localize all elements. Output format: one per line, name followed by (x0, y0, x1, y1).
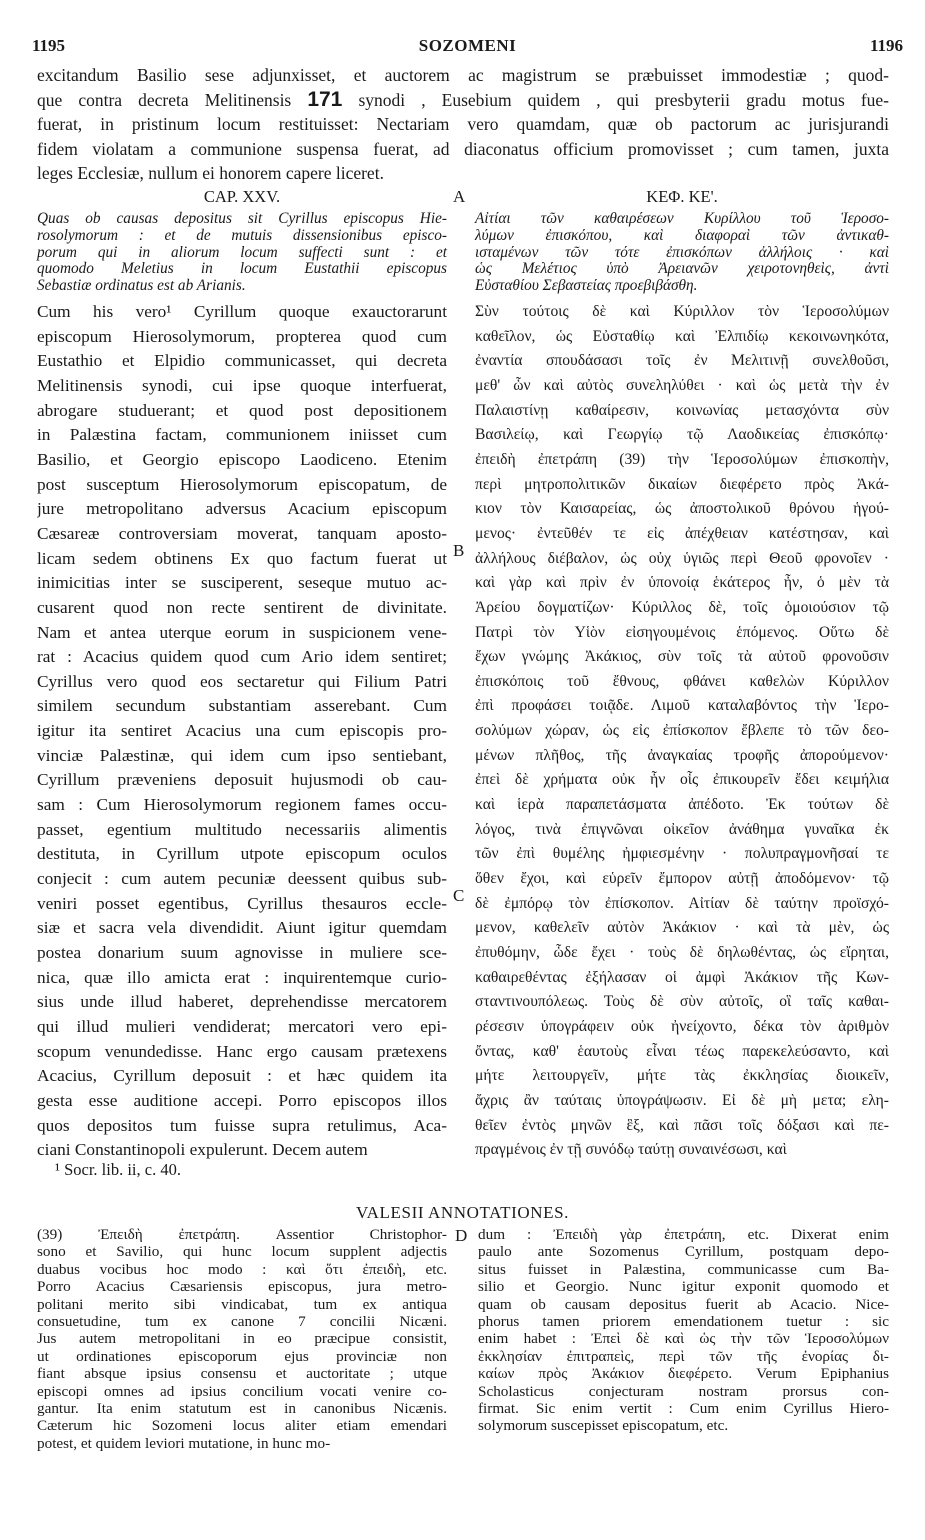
text-line: sam : Cum Hierosolymorum regionem fames occu- (37, 795, 447, 815)
right-page-number: 1196 (869, 36, 903, 55)
latin-text (37, 300, 447, 1163)
text-line: veniri posset egentibus, Cyrillus thesauros eccle- (37, 893, 447, 913)
text-line: postea donarium suum agnovisse in muliere sce- (37, 943, 447, 963)
annotations-right-column (478, 1226, 889, 1435)
annotation-line: Jus autem metropolitani in eo præcipue consistit, (37, 1330, 447, 1348)
annotation-line: solymorum suscepisset episcopatum, etc. (478, 1417, 729, 1435)
margin-marker-a: A (453, 187, 466, 206)
text-line: episcopum Hierosolymorum, propterea quod cum (37, 326, 447, 346)
text-line: Basilio, et Georgio episcopo Laodiceno. Etenim (37, 449, 447, 469)
text-line: vinciæ Palæstinæ, qui idem cum ipso sentiebant, (37, 745, 447, 765)
annotation-line: paulo ante Sozomenus Cyrillum, postquam depo- (478, 1243, 889, 1261)
text-line: Cum his vero¹ Cyrillum quoque exauctorarunt (37, 301, 447, 321)
greek-text (475, 300, 889, 1163)
latin-column (37, 186, 447, 1163)
text-line: ρέσεσιν ὑπογράφειν οὐκ ἠνείχοντο, δέκα τὸν ἀριθμὸν (475, 1018, 889, 1036)
annotations-title: VALESII ANNOTATIONES. (355, 1203, 570, 1222)
text-line: licam sedem obtinens Ex quo factum fuerat ut (37, 548, 447, 568)
text-line: πραγμένοις ἐν τῇ συνόδῳ ταύτῃ συναινέσωσι, καὶ (475, 1141, 787, 1159)
margin-marker-c: C (453, 886, 465, 905)
text-line: Cæsareæ controversiam moverat, tanquam aposto- (37, 523, 447, 543)
text-line: abrogare studuerant; et quod post depositionem (37, 400, 447, 420)
annotation-line: dum : Ἐπειδὴ γὰρ ἐπετράπη, etc. Dixerat enim (478, 1226, 889, 1243)
text-line: ἀλλήλους διέβαλον, ὡς οὐχ ὑγιῶς περὶ Θεοῦ φρονοῖεν · (475, 549, 889, 567)
intro-line: fuerat, in pristinum locum restituisset: Nectariam vero quamdam, quæ ob pactorum ac jurisjurandi (37, 114, 889, 135)
text-line: Nam et antea uterque eorum in suspicionem vene- (37, 622, 447, 642)
text-line: conjecit : cum autem pecuniæ deessent quibus sub- (37, 869, 447, 889)
intro-line: excitandum Basilio sese adjunxisset, et auctorem ac magistrum se præbuisset immodestiæ ; quod- (37, 65, 889, 85)
text-line: destituta, in Cyrillum utpote episcopum oculos (37, 844, 447, 864)
text-line: gesta esse auditione accepi. Porro episcopos illos (37, 1090, 447, 1110)
greek-chapter-heading: ΚΕΦ. ΚΕ'. (646, 187, 718, 206)
annotation-line: ut ordinationes episcoporum ejus provinciæ non (37, 1347, 447, 1365)
text-line: Πατρὶ τὸν Υἱὸν εἰσηγουμένοις ἑπόμενος. Οὕτω δὲ (475, 623, 889, 641)
greek-chapter-summary (475, 211, 889, 295)
annotation-line: firmat. Sic enim vertit : Cum enim Cyrillus Hiero- (478, 1400, 889, 1418)
text-line: Ἀρείου δογματίζων· Κύριλλος δὲ, τοῖς ὁμοιούσιον τῷ (475, 598, 889, 616)
text-line: jure metropolitano adversus Acacium episcopum (37, 499, 447, 519)
text-line: Βασιλείῳ, καὶ Γεωργίῳ τῷ Λαοδικείας ἐπισκόπῳ· (475, 426, 889, 444)
margin-marker-d: D (455, 1226, 468, 1245)
intro-line: fidem violatam a communione suspensa fuerat, ad diaconatus officium promovisset ; cum tamen, juxta (37, 138, 889, 159)
annotation-line: sono et Savilio, qui hunc locum supplent adjectis (37, 1243, 447, 1261)
text-line: scopum venundedisse. Hanc ergo causam prætexens (37, 1041, 447, 1061)
summary-line: porum qui in aliorum locum suffecti sunt : et (37, 243, 447, 261)
greek-column (475, 186, 889, 1163)
text-line: λόγος, τινὰ ἐπιγνῶναι οἰκεῖον ἀνάθημα γυναῖκα ἐκ (475, 820, 889, 838)
running-header (32, 36, 903, 58)
latin-chapter-heading: CAP. XXV. (203, 187, 281, 206)
summary-line: quomodo Meletius in locum Eustathii episcopus (37, 260, 447, 278)
latin-chapter-summary (37, 211, 447, 295)
text-line: ciani Constantinopoli expulerunt. Decem autem (37, 1140, 368, 1160)
text-line: κιον τὸν Καισαρείας, ὡς ἀποστολικοῦ θρόνου ἡγού- (475, 500, 889, 518)
text-line: rat : Acacius quidem quod cum Ario idem sentiret; (37, 647, 447, 667)
text-line: μενος· ἐντεῦθέν τε εἰς ἀπέχθειαν κατέστησαν, καὶ (475, 524, 889, 542)
annotation-line: potest, et quidem leviori mutatione, in hunc mo- (37, 1434, 331, 1452)
summary-line: Sebastiæ ordinatus est ab Arianis. (37, 277, 246, 295)
text-line: Cyrillus vero quod eos sectaretur qui Filium Patri (37, 671, 447, 691)
annotation-line: enim habet : Ἐπεὶ δὲ καὶ ὡς τὴν τῶν Ἱεροσολύμων (478, 1330, 889, 1348)
intro-line: leges Ecclesiæ, nullum ei honorem capere liceret. (37, 163, 384, 184)
text-line: similem secundum substantiam asserebant. Cum (37, 696, 447, 716)
summary-line: Quas ob causas depositus sit Cyrillus episcopus Hie- (37, 210, 447, 227)
text-line: Σὺν τούτοις δὲ καὶ Κύριλλον τὸν Ἱεροσολύμων (475, 302, 889, 320)
annotation-line: Cæterum hic Sozomeni locus aliter etiam emendari (37, 1417, 447, 1435)
text-line: μενον, καθελεῖν αὐτὸν Ἀκάκιον · καὶ τὰ μὲν, ὡς (475, 919, 889, 937)
text-line: ὅθεν ἔχοι, καὶ εὑρεῖν ἔμπορον αὐτῇ ἀποδόμενον· τῷ (475, 870, 889, 888)
annotation-line: situs fuisset in Palæstina, communicasse cum Ba- (478, 1260, 889, 1278)
text-line: μήτε λειτουργεῖν, μήτε τὰς ἐκκλησίας διοικεῖν, (475, 1067, 889, 1085)
text-line: ἐπυθόμην, ὧδε ἔχει · τοὺς δὲ δηλωθέντας, ὡς εἴρηται, (475, 944, 889, 962)
annotation-line: Porro Acacius Cæsariensis episcopus, jura metro- (37, 1278, 447, 1296)
text-line: περὶ μητροπολιτικῶν δικαίων διεφέρετο πρὸς Ἀκά- (475, 475, 889, 493)
text-line: inimicitias inter se susciperent, seseque mutuo ac- (37, 573, 447, 593)
text-line: Acacius, Cyrillum deposuit : et hæc quidem ita (37, 1066, 447, 1086)
intro-paragraph (37, 63, 889, 186)
text-line: μεθ' ὧν καὶ αὐτὸς συνεληλύθει · καὶ ὡς μετὰ τὴν ἐν (475, 376, 889, 394)
text-line: Eustathio et Elpidio communicasset, qui decreta (37, 351, 447, 371)
running-title: SOZOMENI (418, 36, 517, 55)
left-page-number: 1195 (32, 36, 66, 55)
text-line: καθεῖλον, ὡς Εὐσταθίῳ καὶ Ἐλπιδίῳ κεκοινωνηκότα, (475, 327, 889, 345)
footnote: ¹ Socr. lib. ii, c. 40. (55, 1160, 181, 1179)
summary-line: ὡς Μελέτιος ὑπὸ Ἀρειανῶν χειροτονηθεὶς, ἀντὶ (475, 260, 889, 278)
annotation-line: quam ob causam depositus fuerit ab Acacio. Nice- (478, 1295, 889, 1313)
text-line: Cyrillum præveniens deposuit hujusmodi ob cau- (37, 770, 447, 790)
text-line: sius unde illud haberet, deprehendisse mercatorem (37, 992, 447, 1012)
annotations-left-column (37, 1226, 447, 1452)
text-line: ἐπειδὴ ἐπετράπη (39) τὴν Ἱεροσολύμων ἐπισκοπὴν, (475, 450, 889, 468)
text-line: μένων πλῆθος, τῆς ἀναγκαίας τροφῆς ἀπορούμενον· (475, 746, 889, 764)
annotation-line: politani merito sibi vindicabat, tum ex antiqua (37, 1295, 447, 1313)
text-line: τῶν ἐπὶ θυμέλης ἠμφιεσμένην · πολυπραγμονῆσαί τε (475, 845, 889, 863)
text-line: ὄντας, καθ' ἑαυτοὺς εἶναι τέως παρεκελεύσαντο, καὶ (475, 1042, 889, 1060)
text-line: ἐπεὶ δὲ χρήματα οὐκ ἦν οἷς ἐπικουρεῖν ἔδει κειμήλια (475, 771, 889, 789)
annotation-line: duabus vocibus hoc modo : καὶ ὅτι ἐπειδὴ, etc. (37, 1260, 447, 1278)
text-line: καὶ γὰρ καὶ πρὶν ἐν ὑπονοίᾳ ἑκάτερος ἦν, ὁ μὲν τὰ (475, 574, 889, 592)
text-line: καθαιρεθέντας ἐξήλασαν οἱ ἀμφὶ Ἀκάκιον τῆς Κων- (475, 968, 889, 986)
text-line: passet, egentium multitudo necessariis alimentis (37, 819, 447, 839)
annotation-line: καίων πρὸς Ἀκάκιον διεφέρετο. Verum Epiphanius (478, 1365, 889, 1383)
annotation-line: Scholasticus conjecturam nostram prorsus con- (478, 1382, 889, 1400)
text-line: in Palæstina factam, communionem iniisset cum (37, 425, 447, 445)
text-line: σολύμων χώραν, ὡς εἰς ἐπίσκοπον ἔβλεπε τὸ τῶν δεο- (475, 722, 889, 740)
text-line: post susceptum Hierosolymorum episcopatum, de (37, 474, 447, 494)
text-line: igitur ita sentiret Acacius una cum episcopis pro- (37, 721, 447, 741)
annotation-line: (39) Ἐπειδὴ ἐπετράπη. Assentior Christophor- (37, 1226, 447, 1243)
summary-line: ισταμένων τῶν τότε ἐπισκόπων ἀλλήλοις · καὶ (475, 243, 889, 261)
summary-line: rosolymorum : et de mutuis dissensionibus episco- (37, 226, 447, 244)
summary-line: Εὐσταθίου Σεβαστείας προεβιβάσθη. (475, 277, 698, 295)
summary-line: Αἰτίαι τῶν καθαιρέσεων Κυρίλλου τοῦ Ἱεροσο- (475, 210, 889, 227)
text-line: σταντινουπόλεως. Τοὺς δὲ σὺν αὐτοῖς, οἳ ταῖς καθαι- (475, 993, 889, 1011)
annotation-line: silio et Georgio. Nunc igitur exponit quomodo et (478, 1278, 889, 1296)
annotation-line: episcopi omnes ad ipsius concilium vocati venire co- (37, 1382, 447, 1400)
text-line: ἄχρις ἂν ταύταις ὑπογράψωσιν. Εἰ δὲ μὴ μετα; ελη- (475, 1091, 889, 1109)
text-line: καὶ ἱερὰ παραπετάσματα ἀπέδοτο. Ἐκ τούτων δὲ (475, 796, 889, 814)
text-line: ἐναντία σπουδάσασι τοῖς ἐν Μελιτινῇ συνελθοῦσι, (475, 352, 889, 370)
text-line: ἐπισκόποις τοῦ ἔθνους, φθάνει καθελὼν Κύριλλον (475, 672, 889, 690)
text-line: θεῖεν ἐντὸς μηνῶν ἓξ, καὶ πᾶσι τοῖς δόξασι καὶ πε- (475, 1116, 889, 1134)
text-line: cusarent quod non recte sentirent de divinitate. (37, 597, 447, 617)
annotation-line: phorus tamen priorem emendationem tuetur : sic (478, 1313, 889, 1331)
intro-line: que contra decreta Melitinensis 171 synodi , Eusebium quidem , qui presbyterii gradu motus fue- (37, 87, 890, 111)
annotation-line: consuetudine, tum ex canone 7 concilii Nicæni. (37, 1313, 447, 1331)
text-line: nica, quæ illo amicta erat : inquirentemque curio- (37, 967, 447, 987)
annotation-line: ἐκκλησίαν ἐπιτραπεὶς, περὶ τῶν τῆς ἐνορίας δι- (478, 1347, 889, 1365)
column-number: 171 (307, 87, 343, 111)
summary-line: λύμων ἐπισκόπου, καὶ διαφοραὶ τῶν ἀντικαθ- (475, 226, 889, 244)
text-line: ἐπὶ προφάσει τοιᾷδε. Λιμοῦ καταλαβόντος τὴν Ἱερο- (475, 697, 889, 715)
text-line: qui illud mulieri vendiderat; mercatori vero epi- (37, 1017, 447, 1037)
text-line: ἔχων γνώμης Ἀκάκιος, σὺν τοῖς τὰ αὐτοῦ φρονοῦσιν (475, 648, 889, 666)
text-line: siæ et sacra vela divendidit. Aiunt igitur quemdam (37, 918, 447, 938)
text-line: quos depositos tum fuisse supra retulimus, Aca- (37, 1115, 447, 1135)
annotation-line: gantur. Ita enim statutum est in canonibus Nicænis. (37, 1400, 447, 1418)
margin-marker-b: B (453, 541, 465, 560)
annotation-line: fiant absque ipsius consensu et auctoritate ; utque (37, 1365, 447, 1383)
text-line: Melitinensis synodi, cui ipse quoque interfuerat, (37, 375, 447, 395)
text-line: δὲ ἐμπόρῳ τὸν ἐπίσκοπον. Αἰτίαν δὲ ταύτην προϊσχό- (475, 894, 889, 912)
text-line: Παλαιστίνῃ καθαίρεσιν, κοινωνίας μετασχόντα σὺν (475, 401, 889, 419)
